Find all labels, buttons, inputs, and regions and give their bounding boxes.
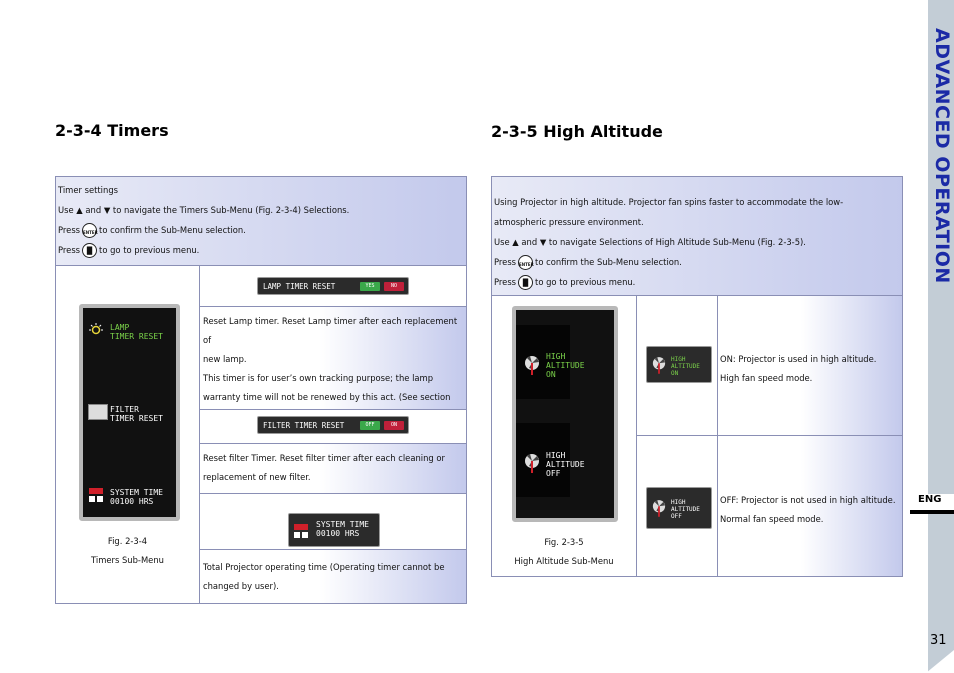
language-label: ENG bbox=[918, 494, 942, 505]
filter-timer-reset-bar: FILTER TIMER RESET OFF ON bbox=[257, 416, 409, 434]
on-option[interactable]: ON bbox=[384, 421, 404, 430]
altitude-intro-box: Using Projector in high altitude. Projector fan spins faster to accommodate the low- atmospheric pressure environment. Use ▲ and ▼ to navigate Selections of High Altitude Sub-Menu (Fig. 2-3-5). Press ENTER to confirm the Sub-Menu selection. Press ▐▌ to go to previous menu. bbox=[491, 176, 903, 296]
off-option[interactable]: OFF bbox=[360, 421, 380, 430]
fan-icon bbox=[652, 355, 666, 375]
menu-item-system-time[interactable]: SYSTEM TIME 00100 HRS bbox=[110, 488, 163, 506]
lamp-desc-cell: Reset Lamp timer. Reset Lamp timer after each replacement of new lamp. This timer is for user’s own tracking purpose; the lamp warranty time will not be renewed by this act. (See section bbox=[199, 306, 467, 410]
enter-button-icon: ENTER bbox=[82, 223, 97, 238]
timers-submenu-panel bbox=[79, 304, 180, 521]
menu-item-lamp-timer-reset[interactable]: LAMP TIMER RESET bbox=[110, 323, 163, 341]
menu-item-high-altitude-off[interactable]: HIGH ALTITUDE OFF bbox=[546, 451, 585, 478]
figure-caption: Timers Sub-Menu bbox=[91, 555, 164, 565]
fan-icon bbox=[652, 498, 666, 518]
menu-button-icon: ▐▌ bbox=[518, 275, 533, 290]
figure-caption: High Altitude Sub-Menu bbox=[514, 556, 614, 566]
sidebar-title: ADVANCED OPERATION bbox=[931, 28, 953, 284]
altitude-off-desc-cell: OFF: Projector is not used in high altitude. Normal fan speed mode. bbox=[717, 435, 903, 577]
clock-icon bbox=[89, 487, 103, 501]
figure-label: Fig. 2-3-4 bbox=[107, 536, 148, 546]
lamp-icon bbox=[89, 322, 103, 336]
page-number: 31 bbox=[930, 633, 947, 648]
high-altitude-on-box: HIGH ALTITUDE ON bbox=[646, 346, 712, 383]
altitude-on-desc-cell: ON: Projector is used in high altitude. High fan speed mode. bbox=[717, 295, 903, 436]
no-option[interactable]: NO bbox=[384, 282, 404, 291]
intro-line: Timer settings bbox=[58, 185, 118, 195]
high-altitude-off-box: HIGH ALTITUDE OFF bbox=[646, 487, 712, 529]
intro-line: Press ENTER to confirm the Sub-Menu selection. bbox=[58, 220, 466, 240]
enter-button-icon: ENTER bbox=[518, 255, 533, 270]
lamp-timer-reset-bar: LAMP TIMER RESET YES NO bbox=[257, 277, 409, 295]
section-heading-high-altitude: 2-3-5 High Altitude bbox=[491, 122, 663, 141]
filter-desc-cell: Reset filter Timer. Reset filter timer after each cleaning or replacement of new filter. bbox=[199, 443, 467, 494]
fan-icon bbox=[524, 355, 540, 375]
menu-button-icon: ▐▌ bbox=[82, 243, 97, 258]
figure-label: Fig. 2-3-5 bbox=[544, 537, 584, 547]
filter-icon bbox=[88, 404, 108, 420]
intro-line: Use ▲ and ▼ to navigate the Timers Sub-Menu (Fig. 2-3-4) Selections. bbox=[58, 205, 350, 215]
menu-item-high-altitude-on[interactable]: HIGH ALTITUDE ON bbox=[546, 352, 585, 379]
menu-item-filter-timer-reset[interactable]: FILTER TIMER RESET bbox=[110, 405, 163, 423]
fan-icon bbox=[524, 453, 540, 473]
clock-icon bbox=[294, 524, 308, 538]
timers-intro-box bbox=[55, 176, 467, 266]
language-underline bbox=[910, 510, 954, 514]
intro-line: Press ▐▌ to go to previous menu. bbox=[58, 240, 466, 260]
system-time-box: SYSTEM TIME 00100 HRS bbox=[288, 513, 380, 547]
corner-fold bbox=[926, 650, 954, 673]
yes-option[interactable]: YES bbox=[360, 282, 380, 291]
section-heading-timers: 2-3-4 Timers bbox=[55, 121, 169, 140]
altitude-submenu-panel bbox=[512, 306, 618, 522]
system-desc-cell: Total Projector operating time (Operating timer cannot be changed by user). bbox=[199, 549, 467, 604]
